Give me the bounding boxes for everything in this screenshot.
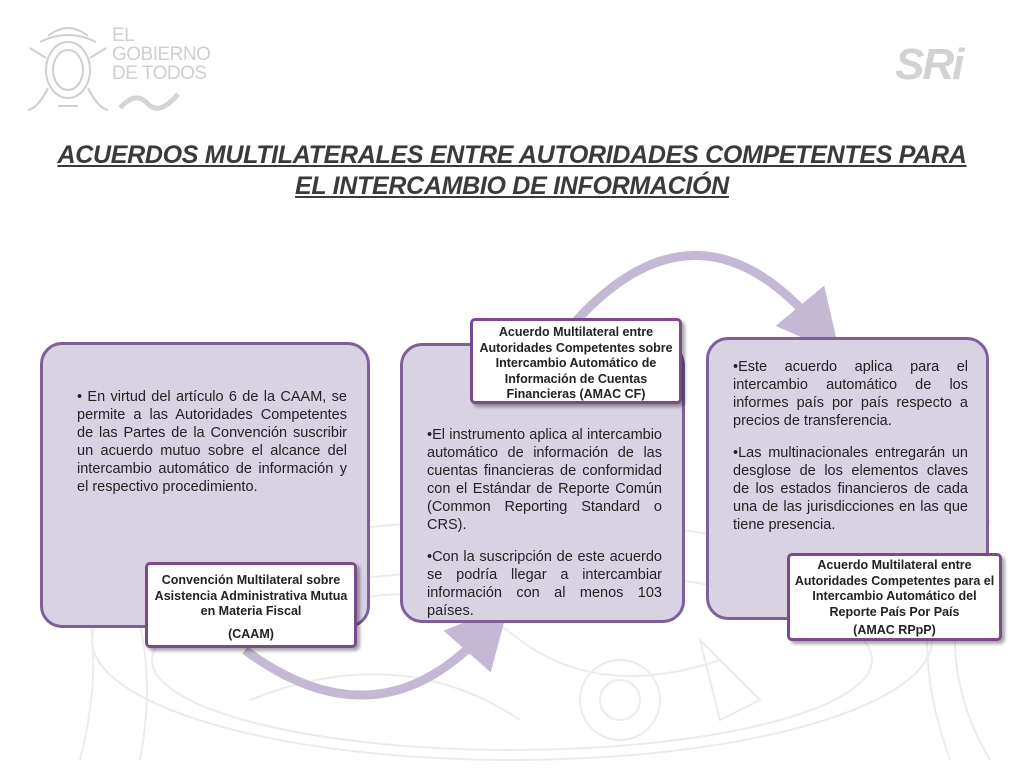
sri-logo: SRi: [895, 40, 963, 89]
label-caam: [145, 562, 357, 648]
gov-line2: GOBIERNO: [112, 44, 211, 65]
government-logo-text: [112, 26, 210, 83]
label-amac-rppp-name: Acuerdo Multilateral entre Autoridades Competentes para el Intercambio Automático del Reporte País Por País: [794, 558, 995, 619]
coat-of-arms-icon: [18, 18, 118, 118]
label-amac-cf: [470, 318, 682, 404]
panel-caam-bullet: • En virtud del artículo 6 de la CAAM, se permite a las Autoridades Competentes de las Partes de la Convención suscribir un acuerdo mutuo sobre el alcance del intercambio automático de información y el respectivo procedimiento.: [77, 389, 347, 495]
title-line2: EL INTERCAMBIO DE INFORMACIÓN: [295, 172, 729, 200]
title-line1: ACUERDOS MULTILATERALES ENTRE AUTORIDADES COMPETENTES PARA: [57, 141, 967, 169]
panel-amac-rppp-bullet-2: •Las multinacionales entregarán un desglose de los elementos claves de los estados financieros de cada una de las jurisdicciones en las que tiene presencia.: [733, 445, 968, 533]
label-amac-rppp: [787, 553, 1002, 641]
label-amac-rppp-code: (AMAC RPpP): [853, 623, 936, 637]
gov-swoosh-icon: [118, 88, 188, 112]
gov-line1: EL: [112, 25, 135, 46]
page-title: [40, 140, 984, 202]
panel-amac-rppp-bullet-1: •Este acuerdo aplica para el intercambio automático de los informes país por país respecto a precios de transferencia.: [733, 359, 968, 429]
gov-line3: DE TODOS: [112, 63, 207, 84]
panel-amac-cf-bullet-2: •Con la suscripción de este acuerdo se podría llegar a intercambiar información con al menos 103 países.: [427, 549, 662, 619]
panel-amac-cf-bullet-1: •El instrumento aplica al intercambio automático de información de las cuentas financieras de conformidad con el Estándar de Reporte Común (Common Reporting Standard o CRS).: [427, 427, 662, 533]
label-caam-name: Convención Multilateral sobre Asistencia Administrativa Mutua en Materia Fiscal: [154, 573, 348, 618]
label-caam-code: (CAAM): [228, 626, 274, 641]
label-amac-cf-name: Acuerdo Multilateral entre Autoridades Competentes sobre Intercambio Automático de Información de Cuentas Financieras (AMAC CF): [479, 325, 673, 401]
